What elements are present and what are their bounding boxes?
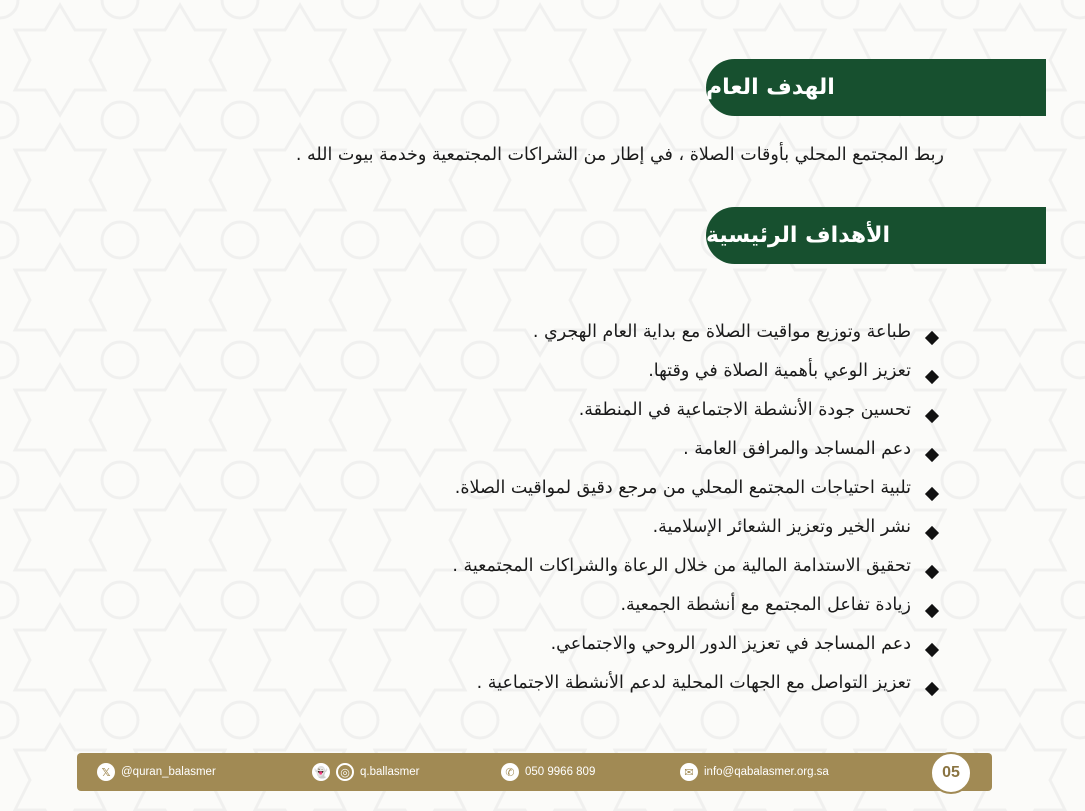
list-item-text: دعم المساجد في تعزيز الدور الروحي والاجتماعي. [550,633,911,654]
list-item-text: تحسين جودة الأنشطة الاجتماعية في المنطقة. [578,399,911,420]
list-item-text: تلبية احتياجات المجتمع المحلي من مرجع دقيق لمواقيت الصلاة. [454,477,911,498]
snapchat-icon: 👻 [312,763,330,781]
diamond-bullet-icon [925,408,939,422]
phone-icon: ✆ [501,763,519,781]
instagram-icon: ◎ [336,763,354,781]
main-goals-heading [706,207,1046,264]
list-item [452,390,937,429]
diamond-bullet-icon [925,681,939,695]
list-item-text: زيادة تفاعل المجتمع مع أنشطة الجمعية. [620,594,911,615]
list-item-text: تعزيز التواصل مع الجهات المحلية لدعم الأنشطة الاجتماعية . [476,672,911,693]
list-item-text: تعزيز الوعي بأهمية الصلاة في وقتها. [648,360,911,381]
diamond-bullet-icon [925,330,939,344]
social-handle-text: q.ballasmer [360,766,420,778]
page-number-badge [930,752,972,794]
list-item [452,468,937,507]
list-item [452,312,937,351]
list-item-text: تحقيق الاستدامة المالية من خلال الرعاة والشراكات المجتمعية . [452,555,911,576]
diamond-bullet-icon [925,525,939,539]
list-item-text: طباعة وتوزيع مواقيت الصلاة مع بداية العام الهجري . [532,321,911,342]
main-goals-list [452,312,937,702]
general-goal-heading [706,59,1046,116]
diamond-bullet-icon [925,603,939,617]
list-item [452,546,937,585]
page-number: 05 [942,764,960,781]
email-text: info@qabalasmer.org.sa [704,766,829,778]
footer-bar [77,753,992,791]
list-item [452,429,937,468]
diamond-bullet-icon [925,369,939,383]
footer-social-handle[interactable] [312,753,419,791]
general-goal-heading-label: الهدف العام [706,75,835,100]
diamond-bullet-icon [925,564,939,578]
list-item [452,663,937,702]
diamond-bullet-icon [925,486,939,500]
list-item [452,624,937,663]
footer-email[interactable] [680,753,829,791]
list-item [452,585,937,624]
footer-x-handle[interactable] [97,753,216,791]
list-item [452,351,937,390]
list-item [452,507,937,546]
phone-text: 050 9966 809 [525,766,596,778]
general-goal-text: ربط المجتمع المحلي بأوقات الصلاة ، في إطار من الشراكات المجتمعية وخدمة بيوت الله . [295,145,944,165]
main-goals-heading-label: الأهداف الرئيسية [706,223,891,248]
x-handle-text: @quran_balasmer [121,766,216,778]
email-icon: ✉ [680,763,698,781]
diamond-bullet-icon [925,447,939,461]
x-icon: 𝕏 [97,763,115,781]
list-item-text: نشر الخير وتعزيز الشعائر الإسلامية. [652,516,911,537]
list-item-text: دعم المساجد والمرافق العامة . [683,438,911,459]
diamond-bullet-icon [925,642,939,656]
footer-phone[interactable] [501,753,595,791]
